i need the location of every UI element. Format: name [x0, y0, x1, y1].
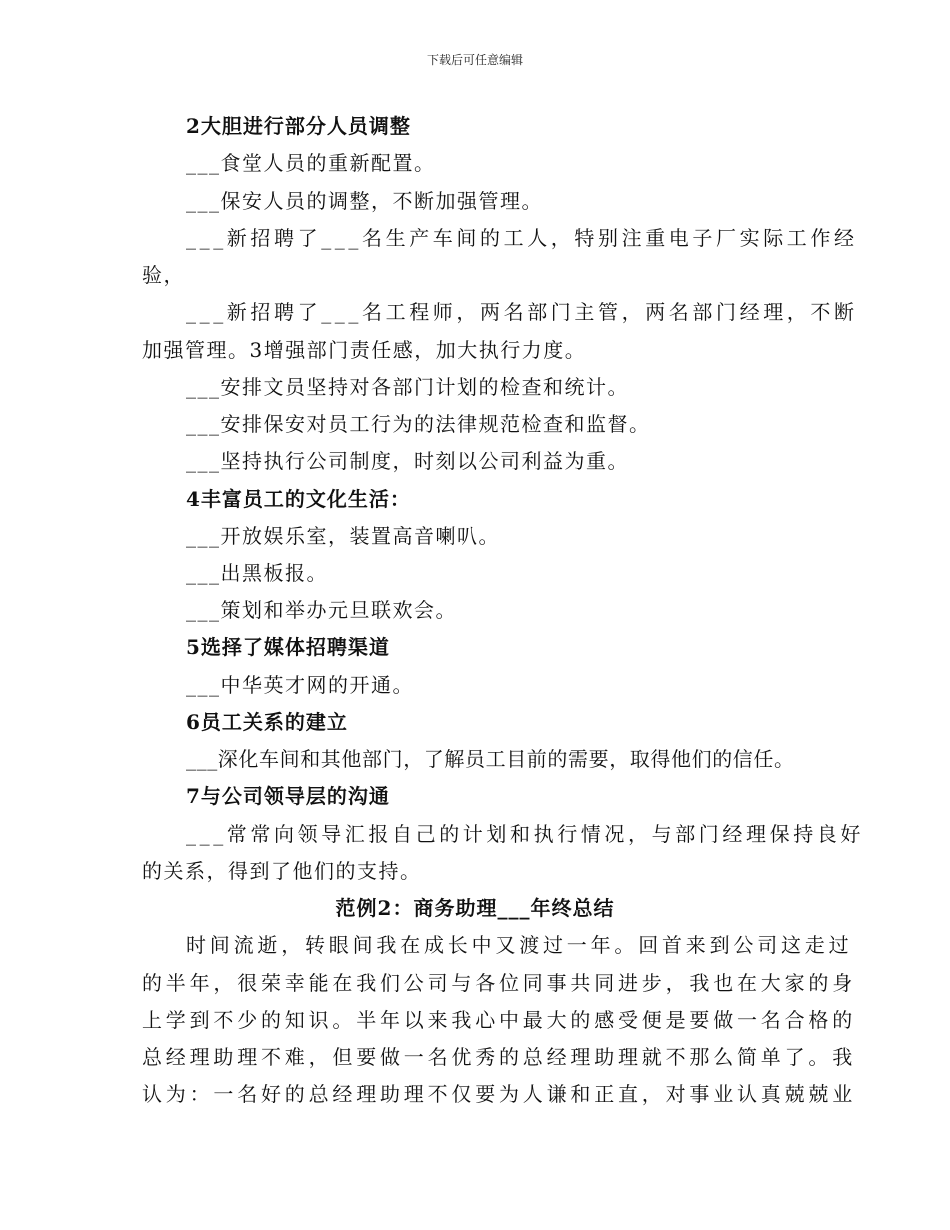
- list-item: ___坚持执行公司制度，时刻以公司利益为重。: [186, 449, 629, 473]
- list-item: ___开放娱乐室，装置高音喇叭。: [186, 524, 500, 548]
- list-item: ___安排保安对员工行为的法律规范检查和监督。: [186, 412, 651, 436]
- example-title: 范例2：商务助理___年终总结: [335, 896, 615, 920]
- page-header: 下载后可任意编辑: [426, 53, 523, 67]
- section-heading-4: 4丰富员工的文化生活：: [186, 487, 411, 511]
- list-item-continuation: 加强管理。3增强部门责任感，加大执行力度。: [142, 338, 587, 362]
- list-item-continuation: 的关系，得到了他们的支持。: [142, 859, 422, 883]
- paragraph-line: 上学到不少的知识。半年以来我心中最大的感受便是要做一名合格的: [142, 1008, 856, 1032]
- section-heading-5: 5选择了媒体招聘渠道: [186, 635, 390, 659]
- list-item: ___食堂人员的重新配置。: [186, 151, 436, 175]
- list-item-continuation: 验，: [142, 263, 185, 287]
- paragraph-line: 总经理助理不难，但要做一名优秀的总经理助理就不那么简单了。我: [142, 1045, 856, 1069]
- section-heading-6: 6员工关系的建立: [186, 710, 348, 734]
- list-item: ___新招聘了___名生产车间的工人，特别注重电子厂实际工作经: [186, 226, 858, 250]
- list-item: ___保安人员的调整，不断加强管理。: [186, 189, 543, 213]
- paragraph-line: 认为：一名好的总经理助理不仅要为人谦和正直，对事业认真兢兢业: [142, 1082, 856, 1106]
- list-item: ___安排文员坚持对各部门计划的检查和统计。: [186, 375, 629, 399]
- paragraph-line: 时间流逝，转眼间我在成长中又渡过一年。回首来到公司这走过: [186, 933, 853, 957]
- list-item: ___出黑板报。: [186, 561, 328, 585]
- paragraph-line: 的半年，很荣幸能在我们公司与各位同事共同进步，我也在大家的身: [142, 971, 856, 995]
- section-heading-2: 2大胆进行部分人员调整: [186, 114, 411, 138]
- list-item: ___深化车间和其他部门，了解员工目前的需要，取得他们的信任。: [186, 747, 795, 771]
- list-item: ___常常向领导汇报自己的计划和执行情况，与部门经理保持良好: [186, 822, 864, 846]
- list-item: ___策划和举办元旦联欢会。: [186, 598, 457, 622]
- list-item: ___中华英才网的开通。: [186, 673, 414, 697]
- list-item: ___新招聘了___名工程师，两名部门主管，两名部门经理，不断: [186, 300, 858, 324]
- section-heading-7: 7与公司领导层的沟通: [186, 784, 390, 808]
